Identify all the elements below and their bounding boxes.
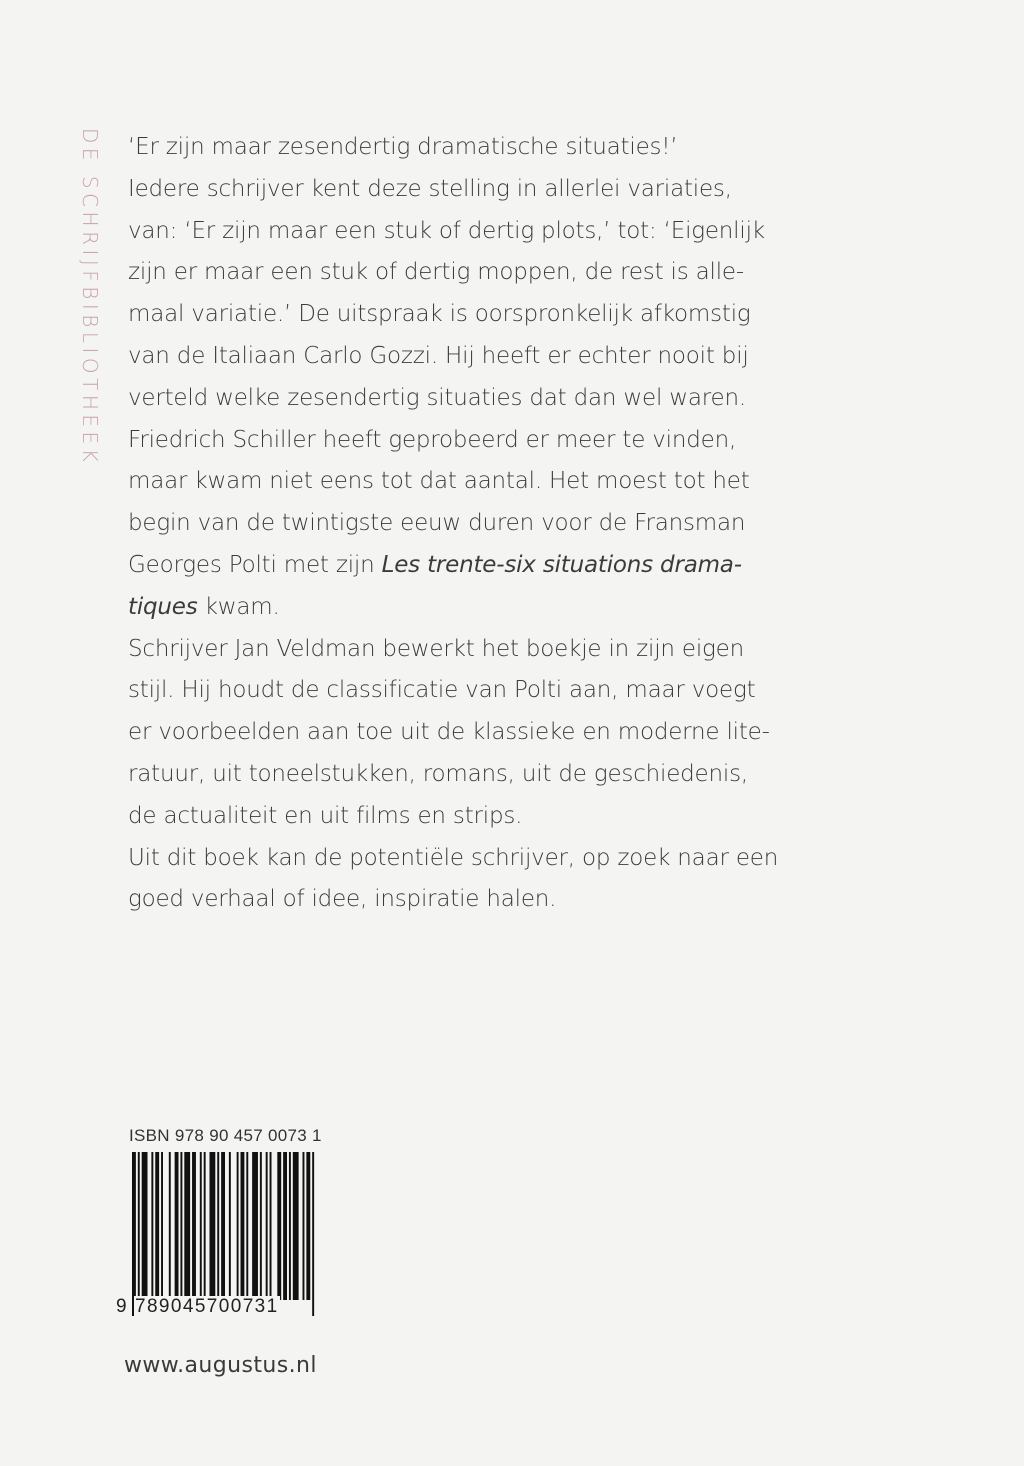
blurb-line: maal variatie.’ De uitspraak is oorspronkelijk afkomstig [128,301,751,328]
barcode-bar [252,1152,258,1300]
blurb-line [128,545,848,587]
blurb-line: de actualiteit en uit films en strips. [128,802,523,829]
barcode-bar [241,1152,245,1300]
blurb-text-segment: kwam. [197,593,280,620]
blurb-line: Iedere schrijver kent deze stelling in allerlei variaties, [128,175,732,202]
blurb-line: Uit dit boek kan de potentiële schrijver, op zoek naar een [128,844,779,871]
barcode-bar [175,1152,179,1300]
barcode-digits [116,1296,326,1318]
barcode-bar [293,1152,299,1300]
barcode-bar [180,1152,182,1300]
book-title-italic: tiques [128,593,198,620]
barcode-bar [229,1152,231,1316]
barcode-bar [270,1152,272,1300]
barcode-bar [169,1152,171,1300]
blurb-line: verteld welke zesendertig situaties dat dan wel waren. [128,384,746,411]
blurb-line: er voorbeelden aan toe uit de klassieke en moderne lite- [128,719,770,746]
blurb-line: van de Italiaan Carlo Gozzi. Hij heeft er echter nooit bij [128,342,749,369]
barcode-bar [303,1152,305,1300]
barcode-bar [132,1152,136,1316]
barcode [132,1152,318,1316]
barcode-bar [217,1152,219,1300]
barcode-bar [192,1152,196,1300]
blurb-line: Schrijver Jan Veldman bewerkt het boekje in zijn eigen [128,635,744,662]
blurb-line: Friedrich Schiller heeft geprobeerd er meer te vinden, [128,426,737,453]
book-title-italic: Les trente-six situations drama- [381,551,742,578]
barcode-bar [184,1152,190,1300]
barcode-bar [210,1152,216,1300]
barcode-bar [204,1152,206,1300]
series-title: DE SCHRIJFBIBLIOTHEEK [78,128,102,467]
barcode-bar [312,1152,314,1316]
barcode-bar [155,1152,159,1300]
barcode-bar [246,1152,248,1300]
barcode-bar [289,1152,291,1300]
barcode-bar [283,1152,287,1300]
blurb-line: van: ‘Er zijn maar een stuk of dertig plots,’ tot: ‘Eigenlijk [128,217,765,244]
blurb-line: zijn er maar een stuk of dertig moppen, de rest is alle- [128,259,744,286]
blurb-line: goed verhaal of idee, inspiratie halen. [128,886,557,913]
barcode-bar [266,1152,268,1300]
barcode-bar [221,1152,225,1316]
barcode-bar [277,1152,281,1300]
blurb-line: stijl. Hij houdt de classificatie van Polti aan, maar voegt [128,677,756,704]
blurb-line [128,587,848,629]
isbn-label: ISBN 978 90 457 0073 1 [129,1126,322,1145]
barcode-bar [237,1152,239,1300]
barcode-bar [138,1152,140,1316]
blurb-text-segment: Georges Polti met zijn [128,551,382,578]
barcode-bar [142,1152,148,1300]
barcode-bar [161,1152,163,1300]
barcode-bar [151,1152,153,1300]
publisher-website: www.augustus.nl [124,1353,317,1378]
blurb-line: ‘Er zijn maar zesendertig dramatische situaties!’ [128,134,678,160]
barcode-bar [260,1152,262,1300]
blurb-line: ratuur, uit toneelstukken, romans, uit de geschiedenis, [128,760,748,787]
blurb-line: maar kwam niet eens tot dat aantal. Het moest tot het [128,468,750,495]
barcode-bar [200,1152,202,1300]
barcode-number: 789045700731 [135,1296,279,1317]
barcode-bar [306,1152,310,1300]
blurb-line: begin van de twintigste eeuw duren voor de Fransman [128,510,746,537]
barcode-lead-digit: 9 [116,1296,128,1317]
blurb-text [128,127,848,921]
